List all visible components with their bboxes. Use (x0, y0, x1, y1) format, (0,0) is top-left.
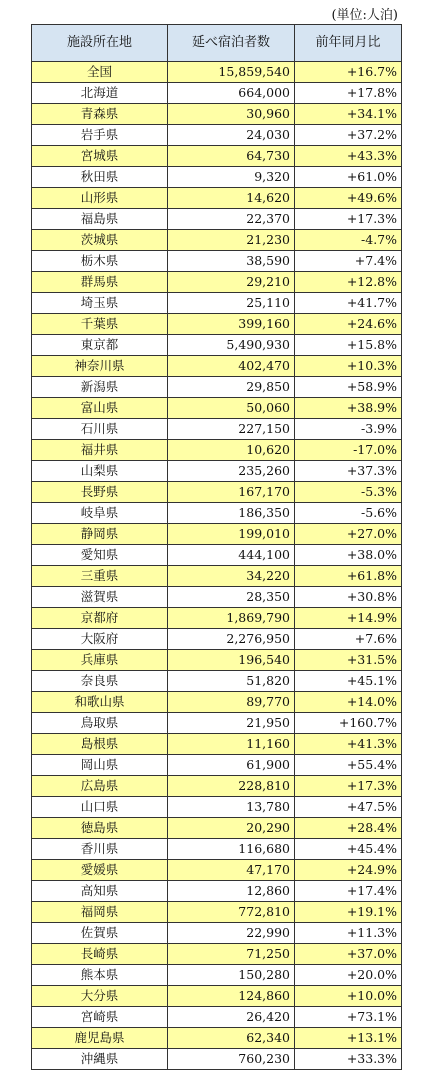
guest-nights-cell: 228,810 (168, 776, 295, 797)
table-row (32, 230, 402, 251)
prefecture-cell: 茨城県 (32, 230, 168, 251)
guest-nights-cell: 21,950 (168, 713, 295, 734)
guest-nights-cell: 227,150 (168, 419, 295, 440)
yoy-change-cell: +14.0% (295, 692, 402, 713)
prefecture-cell: 佐賀県 (32, 923, 168, 944)
guest-nights-cell: 62,340 (168, 1028, 295, 1049)
guest-nights-cell: 14,620 (168, 188, 295, 209)
prefecture-cell: 岩手県 (32, 125, 168, 146)
table-row (32, 629, 402, 650)
yoy-change-cell: +37.2% (295, 125, 402, 146)
guest-nights-cell: 2,276,950 (168, 629, 295, 650)
yoy-change-cell: +24.9% (295, 860, 402, 881)
yoy-change-cell: +17.8% (295, 83, 402, 104)
prefecture-cell: 千葉県 (32, 314, 168, 335)
prefecture-cell: 愛媛県 (32, 860, 168, 881)
prefecture-cell: 鳥取県 (32, 713, 168, 734)
yoy-change-cell: -5.3% (295, 482, 402, 503)
table-row (32, 419, 402, 440)
yoy-change-cell: +47.5% (295, 797, 402, 818)
yoy-change-cell: +16.7% (295, 62, 402, 83)
prefecture-cell: 大阪府 (32, 629, 168, 650)
guest-nights-cell: 772,810 (168, 902, 295, 923)
yoy-change-cell: +27.0% (295, 524, 402, 545)
guest-nights-cell: 71,250 (168, 944, 295, 965)
yoy-change-cell: -4.7% (295, 230, 402, 251)
prefecture-cell: 熊本県 (32, 965, 168, 986)
table-row (32, 83, 402, 104)
guest-nights-cell: 196,540 (168, 650, 295, 671)
yoy-change-cell: +61.0% (295, 167, 402, 188)
prefecture-cell: 福島県 (32, 209, 168, 230)
unit-label: (単位:人泊) (331, 8, 398, 23)
column-header-guest-nights: 延べ宿泊者数 (168, 25, 295, 62)
column-header-yoy-change: 前年同月比 (295, 25, 402, 62)
table-row (32, 293, 402, 314)
prefecture-cell: 奈良県 (32, 671, 168, 692)
table-row (32, 62, 402, 83)
yoy-change-cell: +38.9% (295, 398, 402, 419)
guest-nights-cell: 47,170 (168, 860, 295, 881)
table-row (32, 524, 402, 545)
table-row (32, 545, 402, 566)
yoy-change-cell: +10.3% (295, 356, 402, 377)
yoy-change-cell: +13.1% (295, 1028, 402, 1049)
prefecture-cell: 秋田県 (32, 167, 168, 188)
table-row (32, 692, 402, 713)
guest-nights-cell: 186,350 (168, 503, 295, 524)
table-row (32, 377, 402, 398)
guest-nights-cell: 1,869,790 (168, 608, 295, 629)
yoy-change-cell: +31.5% (295, 650, 402, 671)
yoy-change-cell: +37.0% (295, 944, 402, 965)
yoy-change-cell: +7.6% (295, 629, 402, 650)
guest-nights-cell: 29,210 (168, 272, 295, 293)
yoy-change-cell: +58.9% (295, 377, 402, 398)
table-row (32, 125, 402, 146)
yoy-change-cell: +160.7% (295, 713, 402, 734)
table-row (32, 1007, 402, 1028)
yoy-change-cell: +34.1% (295, 104, 402, 125)
prefecture-cell: 宮城県 (32, 146, 168, 167)
guest-nights-cell: 402,470 (168, 356, 295, 377)
yoy-change-cell: +37.3% (295, 461, 402, 482)
guest-nights-cell: 444,100 (168, 545, 295, 566)
prefecture-cell: 徳島県 (32, 818, 168, 839)
column-header-location: 施設所在地 (32, 25, 168, 62)
prefecture-cell: 石川県 (32, 419, 168, 440)
table-body (32, 62, 402, 1070)
table-row (32, 188, 402, 209)
table-row (32, 1049, 402, 1070)
guest-nights-cell: 30,960 (168, 104, 295, 125)
table-row (32, 440, 402, 461)
prefecture-cell: 京都府 (32, 608, 168, 629)
prefecture-cell: 長崎県 (32, 944, 168, 965)
table-row (32, 608, 402, 629)
prefecture-cell: 山形県 (32, 188, 168, 209)
prefecture-cell: 東京都 (32, 335, 168, 356)
guest-nights-cell: 34,220 (168, 566, 295, 587)
yoy-change-cell: +45.4% (295, 839, 402, 860)
table-row (32, 482, 402, 503)
yoy-change-cell: -17.0% (295, 440, 402, 461)
prefecture-cell: 岐阜県 (32, 503, 168, 524)
table-row (32, 797, 402, 818)
yoy-change-cell: +33.3% (295, 1049, 402, 1070)
prefecture-cell: 富山県 (32, 398, 168, 419)
table-row (32, 776, 402, 797)
yoy-change-cell: +30.8% (295, 587, 402, 608)
table-row (32, 923, 402, 944)
table-row (32, 986, 402, 1007)
yoy-change-cell: +20.0% (295, 965, 402, 986)
guest-nights-cell: 24,030 (168, 125, 295, 146)
accommodation-table (31, 24, 402, 1070)
prefecture-cell: 静岡県 (32, 524, 168, 545)
table-row (32, 167, 402, 188)
table-row (32, 587, 402, 608)
prefecture-cell: 沖縄県 (32, 1049, 168, 1070)
yoy-change-cell: +24.6% (295, 314, 402, 335)
yoy-change-cell: +45.1% (295, 671, 402, 692)
guest-nights-cell: 116,680 (168, 839, 295, 860)
yoy-change-cell: +38.0% (295, 545, 402, 566)
table-row (32, 839, 402, 860)
table-row (32, 251, 402, 272)
prefecture-cell: 福井県 (32, 440, 168, 461)
prefecture-cell: 愛知県 (32, 545, 168, 566)
prefecture-cell: 和歌山県 (32, 692, 168, 713)
guest-nights-cell: 199,010 (168, 524, 295, 545)
table-row (32, 461, 402, 482)
yoy-change-cell: +10.0% (295, 986, 402, 1007)
yoy-change-cell: +17.3% (295, 776, 402, 797)
yoy-change-cell: +28.4% (295, 818, 402, 839)
table-row (32, 944, 402, 965)
table-row (32, 356, 402, 377)
table-row (32, 146, 402, 167)
yoy-change-cell: +41.7% (295, 293, 402, 314)
table-row (32, 398, 402, 419)
prefecture-cell: 香川県 (32, 839, 168, 860)
yoy-change-cell: +49.6% (295, 188, 402, 209)
guest-nights-cell: 20,290 (168, 818, 295, 839)
guest-nights-cell: 167,170 (168, 482, 295, 503)
yoy-change-cell: +43.3% (295, 146, 402, 167)
yoy-change-cell: +73.1% (295, 1007, 402, 1028)
guest-nights-cell: 10,620 (168, 440, 295, 461)
prefecture-cell: 埼玉県 (32, 293, 168, 314)
prefecture-cell: 北海道 (32, 83, 168, 104)
guest-nights-cell: 25,110 (168, 293, 295, 314)
prefecture-cell: 神奈川県 (32, 356, 168, 377)
table-row (32, 860, 402, 881)
table-row (32, 566, 402, 587)
table-row (32, 314, 402, 335)
guest-nights-cell: 5,490,930 (168, 335, 295, 356)
guest-nights-cell: 51,820 (168, 671, 295, 692)
table-row (32, 881, 402, 902)
prefecture-cell: 群馬県 (32, 272, 168, 293)
yoy-change-cell: +19.1% (295, 902, 402, 923)
guest-nights-cell: 124,860 (168, 986, 295, 1007)
table-row (32, 104, 402, 125)
prefecture-cell: 長野県 (32, 482, 168, 503)
prefecture-cell: 青森県 (32, 104, 168, 125)
table-row (32, 965, 402, 986)
prefecture-cell: 兵庫県 (32, 650, 168, 671)
guest-nights-cell: 38,590 (168, 251, 295, 272)
guest-nights-cell: 664,000 (168, 83, 295, 104)
table-row (32, 755, 402, 776)
table-row (32, 503, 402, 524)
prefecture-cell: 岡山県 (32, 755, 168, 776)
guest-nights-cell: 15,859,540 (168, 62, 295, 83)
yoy-change-cell: +7.4% (295, 251, 402, 272)
prefecture-cell: 三重県 (32, 566, 168, 587)
guest-nights-cell: 64,730 (168, 146, 295, 167)
prefecture-cell: 滋賀県 (32, 587, 168, 608)
table-row (32, 1028, 402, 1049)
prefecture-cell: 山口県 (32, 797, 168, 818)
yoy-change-cell: -5.6% (295, 503, 402, 524)
table-row (32, 209, 402, 230)
prefecture-cell: 栃木県 (32, 251, 168, 272)
guest-nights-cell: 12,860 (168, 881, 295, 902)
table-row (32, 671, 402, 692)
prefecture-cell: 高知県 (32, 881, 168, 902)
yoy-change-cell: +17.4% (295, 881, 402, 902)
yoy-change-cell: +12.8% (295, 272, 402, 293)
yoy-change-cell: +55.4% (295, 755, 402, 776)
table-row (32, 734, 402, 755)
prefecture-cell: 大分県 (32, 986, 168, 1007)
guest-nights-cell: 26,420 (168, 1007, 295, 1028)
guest-nights-cell: 11,160 (168, 734, 295, 755)
guest-nights-cell: 399,160 (168, 314, 295, 335)
table-row (32, 272, 402, 293)
guest-nights-cell: 29,850 (168, 377, 295, 398)
guest-nights-cell: 150,280 (168, 965, 295, 986)
table-row (32, 713, 402, 734)
guest-nights-cell: 22,370 (168, 209, 295, 230)
prefecture-cell: 広島県 (32, 776, 168, 797)
guest-nights-cell: 21,230 (168, 230, 295, 251)
header-row (32, 25, 402, 62)
table-row (32, 902, 402, 923)
table-row (32, 818, 402, 839)
yoy-change-cell: +17.3% (295, 209, 402, 230)
guest-nights-cell: 28,350 (168, 587, 295, 608)
yoy-change-cell: +41.3% (295, 734, 402, 755)
guest-nights-cell: 22,990 (168, 923, 295, 944)
yoy-change-cell: +11.3% (295, 923, 402, 944)
yoy-change-cell: +14.9% (295, 608, 402, 629)
prefecture-cell: 鹿児島県 (32, 1028, 168, 1049)
prefecture-cell: 山梨県 (32, 461, 168, 482)
yoy-change-cell: +61.8% (295, 566, 402, 587)
yoy-change-cell: +15.8% (295, 335, 402, 356)
table-row (32, 335, 402, 356)
yoy-change-cell: -3.9% (295, 419, 402, 440)
prefecture-cell: 全国 (32, 62, 168, 83)
guest-nights-cell: 13,780 (168, 797, 295, 818)
prefecture-cell: 島根県 (32, 734, 168, 755)
guest-nights-cell: 760,230 (168, 1049, 295, 1070)
guest-nights-cell: 61,900 (168, 755, 295, 776)
guest-nights-cell: 50,060 (168, 398, 295, 419)
prefecture-cell: 新潟県 (32, 377, 168, 398)
table-row (32, 650, 402, 671)
guest-nights-cell: 9,320 (168, 167, 295, 188)
guest-nights-cell: 89,770 (168, 692, 295, 713)
prefecture-cell: 福岡県 (32, 902, 168, 923)
prefecture-cell: 宮崎県 (32, 1007, 168, 1028)
guest-nights-cell: 235,260 (168, 461, 295, 482)
